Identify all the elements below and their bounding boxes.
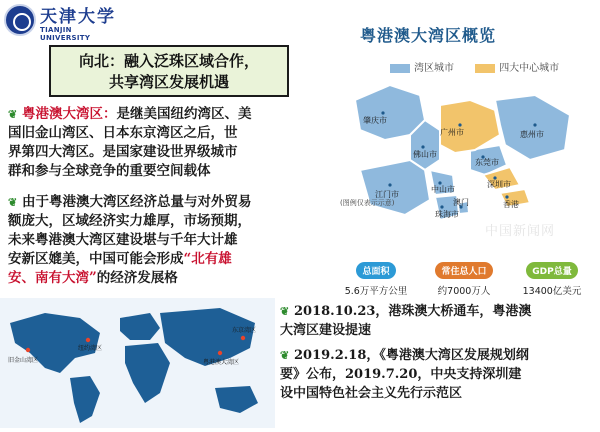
label-tokyo-bay: 东京湾区 bbox=[232, 327, 257, 334]
city-marker-zhuhai bbox=[440, 205, 443, 208]
stat-area bbox=[335, 259, 417, 297]
paragraph-bay-area-definition bbox=[8, 105, 328, 181]
city-label-zhongshan: 中山市 bbox=[431, 185, 455, 194]
paragraph2-line-4: 安新区媲美，中国可能会形成 bbox=[8, 251, 184, 267]
event1-line-2: 大湾区建设提速 bbox=[280, 323, 372, 338]
stat-gdp-label: GDP总量 bbox=[526, 262, 577, 279]
highlight-south-bay: 安、南有大湾” bbox=[8, 270, 97, 286]
city-marker-jiangmen bbox=[388, 183, 391, 186]
paragraph1-line-4: 群和参与全球竞争的重要空间载体 bbox=[8, 163, 211, 179]
label-gba: 粤港澳大湾区 bbox=[203, 359, 240, 366]
marker-sf-bay bbox=[26, 348, 30, 352]
city-label-macau: 澳门 bbox=[453, 198, 469, 207]
continent-north-america bbox=[10, 313, 103, 373]
university-logo bbox=[2, 2, 122, 42]
continent-asia bbox=[160, 308, 255, 366]
continent-south-america bbox=[70, 376, 100, 423]
legend-label-bay-cities: 湾区城市 bbox=[414, 63, 454, 74]
paragraph1-line-1: 是继美国纽约湾区、美 bbox=[116, 106, 252, 122]
bullet-leaf-icon: ❦ bbox=[8, 196, 18, 209]
city-label-hongkong: 香港 bbox=[503, 200, 519, 209]
paragraph1-line-2: 国旧金山湾区、日本东京湾区之后，世 bbox=[8, 125, 238, 141]
logo-name-en: TIANJIN UNIVERSITY bbox=[40, 26, 91, 42]
city-marker-guangzhou bbox=[458, 123, 461, 126]
city-marker-foshan bbox=[421, 145, 424, 148]
slide-title bbox=[49, 45, 289, 97]
event-development-plan bbox=[280, 346, 598, 403]
paragraph2-line-1: 由于粤港澳大湾区经济总量与对外贸易 bbox=[22, 194, 252, 210]
bay-area-map-card bbox=[335, 5, 597, 295]
world-map-graphic bbox=[0, 298, 275, 428]
paragraph2-line-2: 额庞大，区域经济实力雄厚，市场预期， bbox=[8, 213, 251, 229]
marker-tokyo-bay bbox=[241, 336, 245, 340]
bullet-leaf-icon: ❦ bbox=[8, 108, 18, 121]
legend-bay-cities bbox=[390, 59, 454, 74]
world-bay-areas-map bbox=[0, 298, 275, 428]
paragraph2-line-3: 未来粤港澳大湾区建设堪与千年大计雄 bbox=[8, 232, 238, 248]
bullet-leaf-icon: ❦ bbox=[280, 305, 290, 318]
event1-line-1: 2018.10.23，港珠澳大桥通车，粤港澳 bbox=[294, 304, 532, 319]
stat-population bbox=[423, 259, 505, 297]
event-bridge-opening bbox=[280, 302, 598, 340]
city-marker-huizhou bbox=[533, 123, 536, 126]
marker-gba bbox=[218, 351, 222, 355]
stat-population-value: 约7000万人 bbox=[437, 286, 491, 297]
event2-line-2: 要》公布，2019.7.20，中央支持深圳建 bbox=[280, 367, 522, 382]
event2-line-3: 设中国特色社会主义先行示范区 bbox=[280, 386, 463, 401]
label-ny-bay: 纽约湾区 bbox=[78, 345, 103, 352]
continent-australia bbox=[215, 386, 258, 413]
event2-line-1: 2019.2.18，《粤港澳大湾区发展规划纲 bbox=[294, 348, 529, 363]
legend-swatch-central-cities bbox=[475, 64, 495, 73]
city-label-zhaoqing: 肇庆市 bbox=[363, 116, 387, 125]
city-label-dongguan: 东莞市 bbox=[475, 158, 499, 167]
stat-area-label: 总面积 bbox=[356, 262, 395, 279]
highlight-north-xiongan: “北有雄 bbox=[183, 251, 232, 267]
region-huizhou bbox=[495, 95, 570, 160]
paragraph-economic-outlook bbox=[8, 193, 328, 288]
title-line-2: 共享湾区发展机遇 bbox=[108, 73, 229, 91]
continent-africa bbox=[125, 343, 170, 403]
stat-gdp-value: 13400亿美元 bbox=[522, 286, 582, 297]
legend-swatch-bay-cities bbox=[390, 64, 410, 73]
city-label-foshan: 佛山市 bbox=[413, 150, 437, 159]
stats-row bbox=[335, 259, 597, 299]
city-label-huizhou: 惠州市 bbox=[520, 130, 544, 139]
paragraph1-line-3: 界第四大湾区。是国家建设世界级城市 bbox=[8, 144, 238, 160]
map-scale-note: (图例仅表示示意) bbox=[340, 199, 395, 207]
logo-name-cn: 天津大学 bbox=[40, 7, 116, 27]
map-legend bbox=[390, 59, 590, 74]
legend-central-cities bbox=[475, 59, 559, 74]
city-label-shenzhen: 深圳市 bbox=[487, 180, 511, 189]
university-seal-icon bbox=[4, 4, 36, 36]
term-bay-area: 粤港澳大湾区： bbox=[22, 106, 117, 122]
label-sf-bay: 旧金山湾区 bbox=[8, 357, 39, 364]
stat-gdp bbox=[511, 259, 593, 297]
city-label-guangzhou: 广州市 bbox=[440, 128, 464, 137]
city-marker-hongkong bbox=[505, 195, 508, 198]
stat-area-value: 5.6万平方公里 bbox=[344, 286, 408, 297]
city-marker-zhaoqing bbox=[381, 111, 384, 114]
title-line-1: 向北：融入泛珠区域合作， bbox=[78, 52, 259, 70]
paragraph2-tail: 的经济发展格 bbox=[96, 270, 178, 286]
city-label-jiangmen: 江门市 bbox=[375, 190, 399, 199]
region-guangzhou bbox=[440, 100, 500, 153]
legend-label-central-cities: 四大中心城市 bbox=[499, 63, 560, 74]
stat-population-label: 常住总人口 bbox=[435, 262, 492, 279]
continent-europe bbox=[120, 313, 160, 340]
map-title: 粤港澳大湾区概览 bbox=[360, 26, 497, 45]
marker-ny-bay bbox=[86, 338, 90, 342]
watermark-text: 中国新闻网 bbox=[485, 224, 556, 239]
bullet-leaf-icon: ❦ bbox=[280, 349, 290, 362]
city-label-zhuhai: 珠海市 bbox=[435, 210, 459, 219]
